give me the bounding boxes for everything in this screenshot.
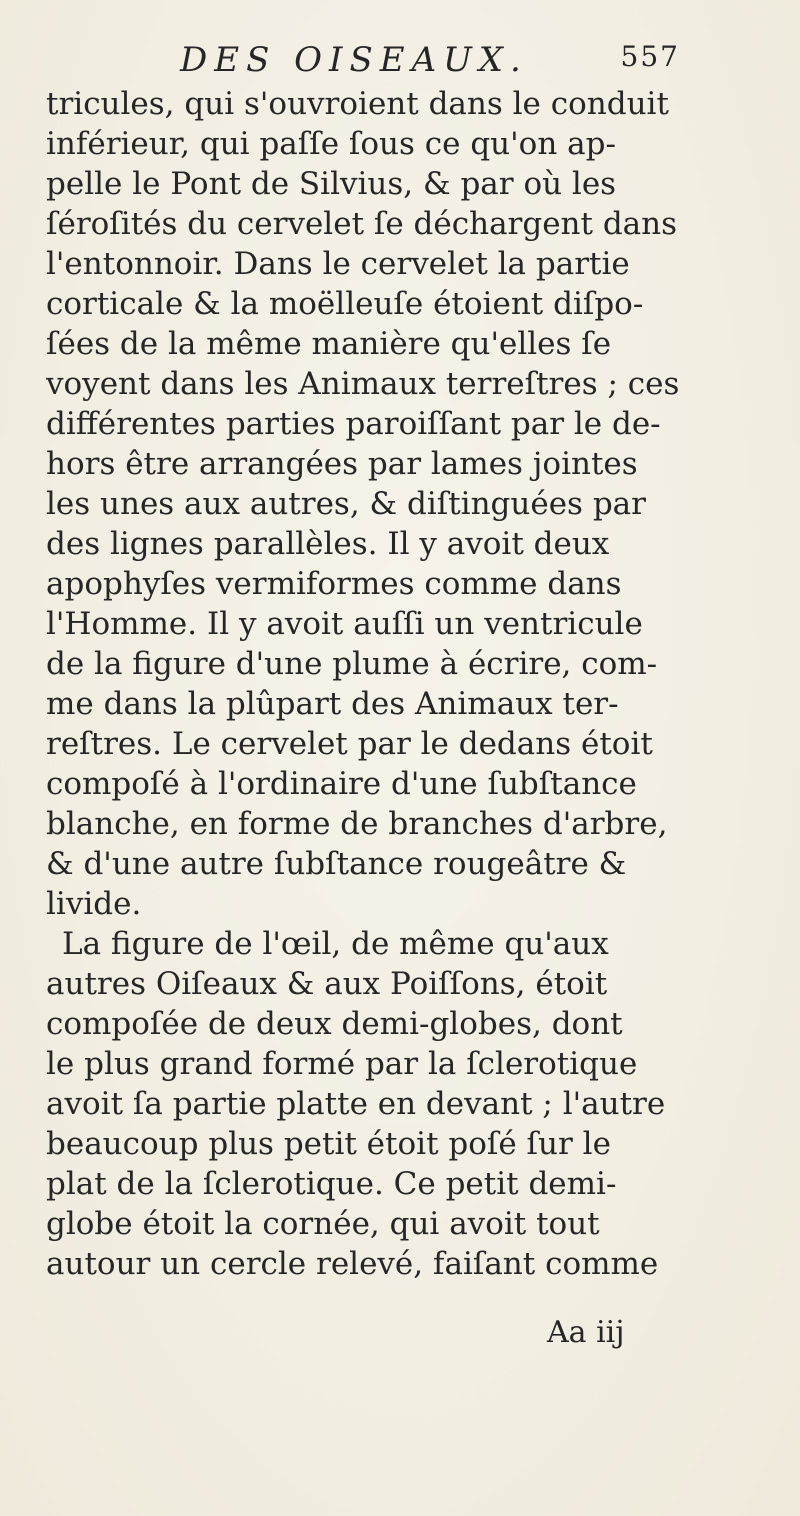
text-line: autour un cercle relevé, faiſant comme <box>46 1246 659 1282</box>
text-line: de la figure d'une plume à écrire, com- <box>46 646 658 682</box>
running-title: DES OISEAUX. <box>180 40 528 80</box>
text-line: apophyſes vermiformes comme dans <box>46 566 622 602</box>
text-line: des lignes parallèles. Il y avoit deux <box>46 526 610 562</box>
text-line: reſtres. Le cervelet par le dedans étoit <box>46 726 653 762</box>
page-number: 557 <box>620 40 680 73</box>
text-line: tricules, qui s'ouvroient dans le conduit <box>46 86 669 122</box>
text-line: La figure de l'œil, de même qu'aux <box>62 926 609 962</box>
text-line: pelle le Pont de Silvius, & par où les <box>46 166 617 202</box>
text-line: blanche, en forme de branches d'arbre, <box>46 806 668 842</box>
text-line: ſées de la même manière qu'elles ſe <box>46 326 612 362</box>
signature-mark: Aa iij <box>547 1315 625 1350</box>
text-line: plat de la ſclerotique. Ce petit demi- <box>46 1166 617 1202</box>
text-line: différentes parties paroiſſant par le de- <box>46 406 661 442</box>
text-line: compoſée de deux demi-globes, dont <box>46 1006 623 1042</box>
text-line: compoſé à l'ordinaire d'une ſubſtance <box>46 766 637 802</box>
page-header <box>180 36 680 82</box>
text-line: inférieur, qui paſſe ſous ce qu'on ap- <box>46 126 616 162</box>
text-line: l'Homme. Il y avoit auſſi un ventricule <box>46 606 643 642</box>
text-line: ſéroſités du cervelet ſe déchargent dans <box>46 206 678 242</box>
text-line: corticale & la moëlleuſe étoient diſpo- <box>46 286 644 322</box>
text-line: le plus grand formé par la ſclerotique <box>46 1046 638 1082</box>
text-line: les unes aux autres, & diſtinguées par <box>46 486 646 522</box>
text-line: voyent dans les Animaux terreſtres ; ces <box>46 366 680 402</box>
text-line: hors être arrangées par lames jointes <box>46 446 638 482</box>
text-line: avoit ſa partie platte en devant ; l'autre <box>46 1086 666 1122</box>
text-line: l'entonnoir. Dans le cervelet la partie <box>46 246 630 282</box>
text-line: beaucoup plus petit étoit poſé ſur le <box>46 1126 611 1162</box>
text-line: globe étoit la cornée, qui avoit tout <box>46 1206 600 1242</box>
text-line: me dans la plûpart des Animaux ter- <box>46 686 619 722</box>
text-line: livide. <box>46 886 142 922</box>
text-line: & d'une autre ſubſtance rougeâtre & <box>46 846 627 882</box>
text-line: autres Oiſeaux & aux Poiſſons, étoit <box>46 966 608 1002</box>
